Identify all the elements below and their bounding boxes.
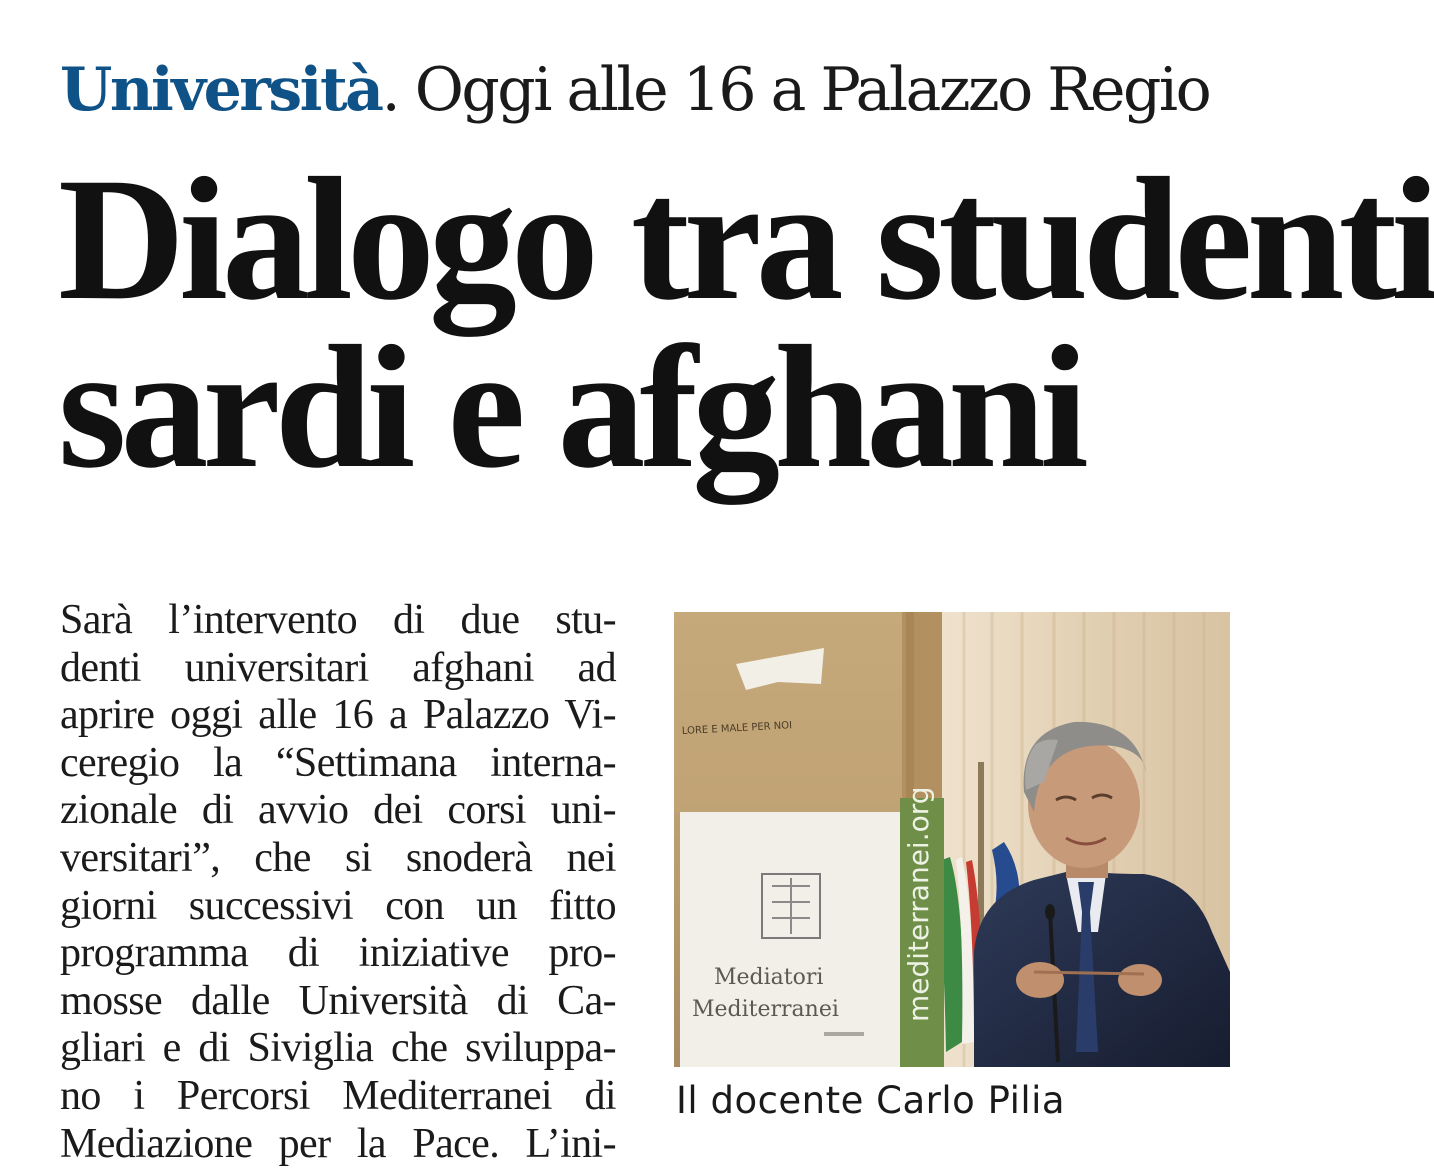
body-line: zionale di avvio dei corsi uni- (60, 787, 616, 834)
body-line: aprire oggi alle 16 a Palazzo Vi- (60, 692, 616, 739)
headline-line-1: Dialogo tra studenti (58, 142, 1434, 337)
wall-text: LORE E MALE PER NOI (681, 720, 793, 737)
article-body (60, 597, 616, 1168)
photo-caption: Il docente Carlo Pilia (676, 1079, 1066, 1122)
banner-text: mediterranei.org (902, 786, 935, 1022)
headline-line-2: sardi e afghani (58, 310, 1083, 505)
kicker-section: Università (60, 55, 382, 125)
body-line: gliari e di Siviglia che sviluppa- (60, 1025, 616, 1072)
body-line: Mediazione per la Pace. L’ini- (60, 1120, 616, 1167)
photo-illustration (674, 612, 1230, 1067)
wood-panel (674, 612, 902, 812)
article-photo (674, 612, 1230, 1067)
kicker (60, 48, 1209, 132)
kicker-subhead: . Oggi alle 16 a Palazzo Regio (381, 55, 1210, 125)
body-line: no i Percorsi Mediterranei di (60, 1072, 616, 1119)
body-line: giorni successivi con un fitto (60, 882, 616, 929)
body-line: versitari”, che si snoderà nei (60, 834, 616, 881)
body-line: ceregio la “Settimana interna- (60, 739, 616, 786)
sign-line-1: Mediatori (714, 965, 824, 990)
body-line: programma di iniziative pro- (60, 930, 616, 977)
sign-board (680, 786, 944, 1067)
body-line: denti universitari afghani ad (60, 644, 616, 691)
body-line: mosse dalle Università di Ca- (60, 977, 616, 1024)
body-line: Sarà l’intervento di due stu- (60, 597, 616, 643)
headline (58, 142, 1434, 505)
sign-line-2: Mediterranei (692, 997, 839, 1022)
